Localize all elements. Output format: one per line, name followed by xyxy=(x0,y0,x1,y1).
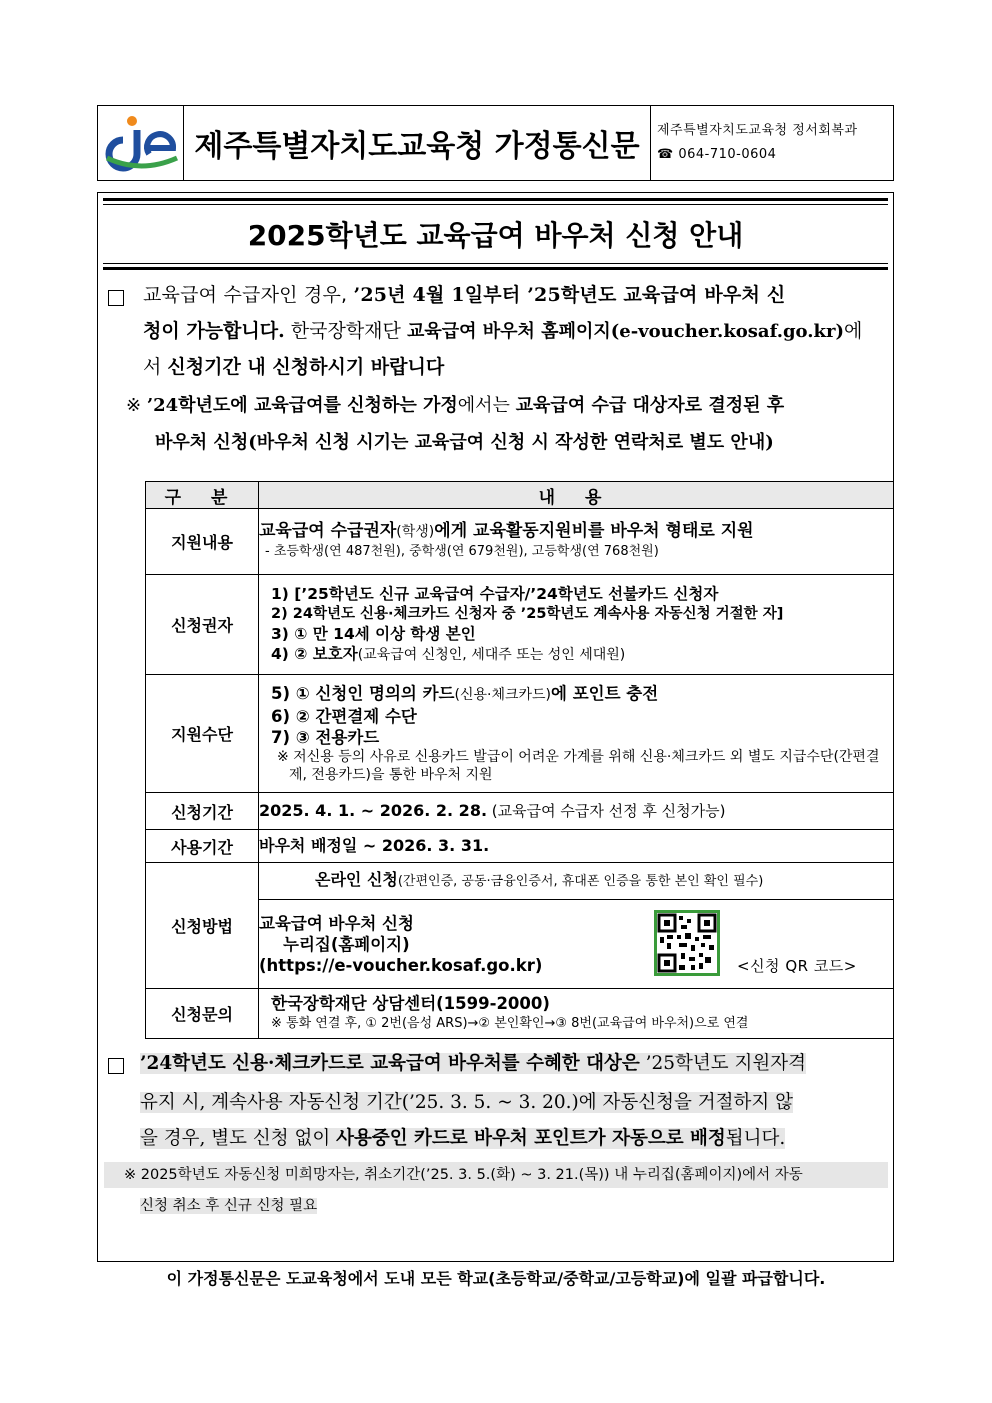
para1-text-a: 교육급여 수급자인 경우, xyxy=(143,284,354,306)
site-line2: 누리집(홈페이지) xyxy=(283,934,410,954)
note-mark: ※ xyxy=(126,395,142,416)
para2-text-a: ’24학년도 신용·체크카드로 교육급여 바우처를 수혜한 대상은 xyxy=(140,1053,640,1074)
contact-info xyxy=(651,106,893,180)
use-period: 바우처 배정일 ~ 2026. 3. 31. xyxy=(259,836,490,855)
para2-text-b: ’25학년도 지원자격 xyxy=(639,1053,807,1074)
row-content xyxy=(259,793,894,830)
note2-text-a: ※ 2025학년도 자동신청 미희망자는, 취소기간(’25. 3. 5.(화) ~ 3. 21.(목)) 내 누리집(홈페이지)에서 자동 xyxy=(104,1162,888,1188)
row-content xyxy=(259,989,894,1039)
pay-line7: 7) ③ 전용카드 xyxy=(271,728,380,747)
row-label: 신청문의 xyxy=(146,989,259,1039)
applicant-line4b: (교육급여 신청인, 세대주 또는 성인 세대원) xyxy=(357,647,626,663)
row-content xyxy=(259,900,894,989)
qr-code-icon[interactable] xyxy=(654,910,720,976)
qr-label: <신청 QR 코드> xyxy=(737,957,857,975)
table-row xyxy=(146,830,894,863)
table-row xyxy=(146,989,894,1039)
row-content xyxy=(259,509,894,575)
note1-text-c: 교육급여 수급 대상자로 결정된 후 xyxy=(515,395,785,416)
site-line1: 교육급여 바우처 신청 xyxy=(259,913,414,933)
pay-line5a: 5) ① 신청인 명의의 카드 xyxy=(271,684,455,703)
applicant-line1: 1) [’25학년도 신규 교육급여 수급자/’24학년도 선불카드 신청자 xyxy=(271,585,719,603)
support-text-c: 에게 교육활동지원비를 바우처 형태로 지원 xyxy=(434,521,754,541)
office-logo xyxy=(98,106,184,180)
row-label: 신청방법 xyxy=(146,863,259,989)
para1-text-b: ’25년 4월 1일부터 ’25학년도 교육급여 바우처 신 xyxy=(353,284,786,306)
notice-title: 2025학년도 교육급여 바우처 신청 안내 xyxy=(247,219,744,252)
para2-text-f: 됩니다. xyxy=(725,1128,786,1149)
je-logo-icon xyxy=(101,108,181,178)
para2-line2 xyxy=(140,1085,888,1121)
row-label: 지원내용 xyxy=(146,509,259,575)
para2-line1 xyxy=(140,1046,888,1082)
header-category: 구 분 xyxy=(146,482,259,509)
online-apply: 온라인 신청 xyxy=(315,870,398,889)
inquiry-note: ※ 통화 연결 후, ① 2번(음성 ARS)→② 본인확인→③ 8번(교육급여 바우처)으로 연결 xyxy=(271,1015,749,1031)
support-sub: - 초등학생(연 487천원), 중학생(연 679천원), 고등학생(연 768천원) xyxy=(265,544,659,559)
note1-text-d: 바우처 신청(바우처 신청 시기는 교육급여 신청 시 작성한 연락처로 별도 안내) xyxy=(155,432,774,453)
support-text-b: (학생) xyxy=(396,524,435,540)
newsletter-title: 제주특별자치도교육청 가정통신문 xyxy=(184,106,651,180)
para1-text-e: 교육급여 바우처 홈페이지(e-voucher.kosaf.go.kr) xyxy=(406,321,844,342)
para1-text-g: 서 xyxy=(143,356,168,378)
site-url[interactable]: (https://e-voucher.kosaf.go.kr) xyxy=(259,955,543,975)
phone-number: ☎ 064-710-0604 xyxy=(657,147,777,162)
para1-text-c: 청이 가능합니다. xyxy=(143,320,285,342)
para2-text-c: 유지 시, 계속사용 자동신청 기간(’25. 3. 5. ~ 3. 20.)에 자동신청을 거절하지 않 xyxy=(140,1092,793,1113)
para1-text-f: 에 xyxy=(843,320,863,342)
para2-text-d: 을 경우, 별도 신청 없이 xyxy=(140,1128,337,1149)
table-row xyxy=(146,575,894,675)
pay-line6: 6) ② 간편결제 수단 xyxy=(271,707,417,726)
table-row xyxy=(146,900,894,989)
pay-line5c: 에 포인트 충전 xyxy=(551,684,659,703)
para1-text-h: 신청기간 내 신청하시기 바랍니다 xyxy=(167,356,445,378)
note2-text-b: 신청 취소 후 신규 신청 필요 xyxy=(140,1198,318,1214)
inquiry-center: 한국장학재단 상담센터(1599-2000) xyxy=(271,993,550,1013)
support-text-a: 교육급여 수급권자 xyxy=(259,521,397,541)
header-content: 내 용 xyxy=(259,482,894,509)
table-row xyxy=(146,863,894,900)
note1-line1 xyxy=(126,388,888,424)
row-label: 사용기간 xyxy=(146,830,259,863)
row-content xyxy=(259,675,894,793)
qr-pattern-icon xyxy=(657,913,717,973)
applicant-line4a: 4) ② 보호자 xyxy=(271,645,358,663)
table-header xyxy=(146,482,894,509)
note2-line2 xyxy=(140,1193,317,1219)
pay-line5b: (신용·체크카드) xyxy=(454,687,552,703)
period-dates: 2025. 4. 1. ~ 2026. 2. 28. xyxy=(259,801,488,820)
para1-text-d: 한국장학재단 xyxy=(284,320,407,342)
para1-line1 xyxy=(143,277,887,313)
para1-line3 xyxy=(143,349,887,385)
department-name: 제주특별자치도교육청 정서회복과 xyxy=(657,123,858,138)
para1-line2 xyxy=(143,313,893,350)
footer-notice: 이 가정통신문은 도교육청에서 도내 모든 학교(초등학교/중학교/고등학교)에 일괄 파급합니다. xyxy=(166,1269,826,1288)
row-content xyxy=(259,863,894,900)
row-label: 신청기간 xyxy=(146,793,259,830)
pay-note: ※ 저신용 등의 사유로 신용카드 발급이 어려운 가계를 위해 신용·체크카드 외 별도 지급수단(간편결제, 전용카드)을 통한 바우처 지원 xyxy=(277,749,880,783)
table-row xyxy=(146,509,894,575)
checkbox-icon xyxy=(108,1058,124,1074)
note1-text-b: 에서는 xyxy=(457,395,516,416)
applicant-line3: 3) ① 만 14세 이상 학생 본인 xyxy=(271,625,476,643)
row-content xyxy=(259,575,894,675)
online-apply-note: (간편인증, 공동·금융인증서, 휴대폰 인증을 통한 본인 확인 필수) xyxy=(397,874,764,889)
para2-line3 xyxy=(140,1121,888,1157)
applicant-line2: 2) 24학년도 신용·체크카드 신청자 중 ’25학년도 계속사용 자동신청 거절한 자] xyxy=(271,606,784,622)
notice-title-box xyxy=(103,198,888,270)
row-label: 지원수단 xyxy=(146,675,259,793)
note1-text-a: ’24학년도에 교육급여를 신청하는 가정 xyxy=(146,395,458,416)
checkbox-icon xyxy=(108,290,124,306)
row-label: 신청권자 xyxy=(146,575,259,675)
period-note: (교육급여 수급자 선정 후 신청가능) xyxy=(487,802,726,820)
table-row xyxy=(146,793,894,830)
newsletter-header xyxy=(97,105,894,181)
row-content xyxy=(259,830,894,863)
note1-line2 xyxy=(155,425,890,461)
info-table xyxy=(145,481,894,1039)
para2-text-e: 사용중인 카드로 바우처 포인트가 자동으로 배정 xyxy=(336,1128,726,1149)
note2-line1 xyxy=(104,1162,888,1188)
table-row xyxy=(146,675,894,793)
